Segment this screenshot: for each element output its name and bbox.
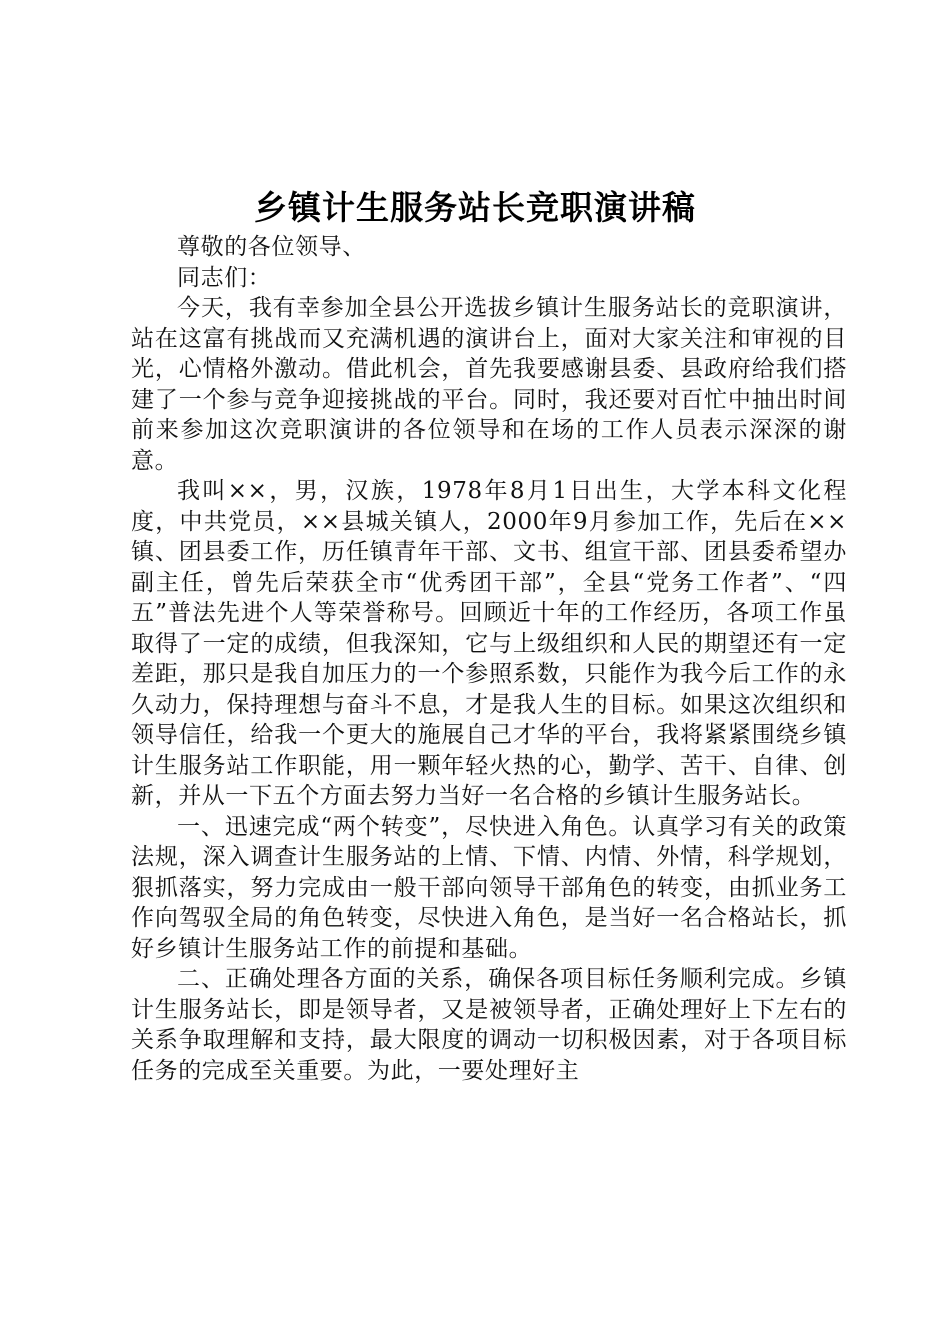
document-title: 乡镇计生服务站长竞职演讲稿 <box>254 188 696 227</box>
document-body <box>131 232 847 1086</box>
salutation-line-1: 尊敬的各位领导、 <box>177 234 366 260</box>
paragraph-self-introduction: 我叫××，男，汉族，1978年8月1日出生，大学本科文化程度，中共党员，××县城关镇人，2000年9月参加工作，先后在××镇、团县委工作，历任镇青年干部、文书、组宣干部、团县委希望办副主任，曾先后荣获全市“优秀团干部”，全县“党务工作者”、“四五”普法先进个人等荣誉称号。回顾近十年的工作经历，各项工作虽取得了一定的成绩，但我深知，它与上级组织和人民的期望还有一定差距，那只是我自加压力的一个参照系数，只能作为我今后工作的永久动力，保持理想与奋斗不息，才是我人生的目标。如果这次组织和领导信任，给我一个更大的施展自己才华的平台，我将紧紧围绕乡镇计生服务站工作职能，用一颗年轻火热的心，勤学、苦干、自律、创新，并从一下五个方面去努力当好一名合格的乡镇计生服务站长。 <box>131 478 847 809</box>
paragraph-opening: 今天，我有幸参加全县公开选拔乡镇计生服务站长的竞职演讲，站在这富有挑战而又充满机遇的演讲台上，面对大家关注和审视的目光，心情格外激动。借此机会，首先我要感谢县委、县政府给我们搭建了一个参与竞争迎接挑战的平台。同时，我还要对百忙中抽出时间前来参加这次竞职演讲的各位领导和在场的工作人员表示深深的谢意。 <box>131 295 847 474</box>
salutation-line-2: 同志们： <box>177 264 272 291</box>
paragraph-point-one: 一、迅速完成“两个转变”，尽快进入角色。认真学习有关的政策法规，深入调查计生服务站的上情、下情、内情、外情，科学规划，狠抓落实，努力完成由一般干部向领导干部角色的转变，由抓业务工作向驾驭全局的角色转变，尽快进入角色，是当好一名合格站长，抓好乡镇计生服务站工作的前提和基础。 <box>131 813 847 962</box>
paragraph-point-two: 二、正确处理各方面的关系，确保各项目标任务顺利完成。乡镇计生服务站长，即是领导者，又是被领导者，正确处理好上下左右的关系争取理解和支持，最大限度的调动一切积极因素，对于各项目标任务的完成至关重要。为此，一要处理好主 <box>131 966 847 1084</box>
